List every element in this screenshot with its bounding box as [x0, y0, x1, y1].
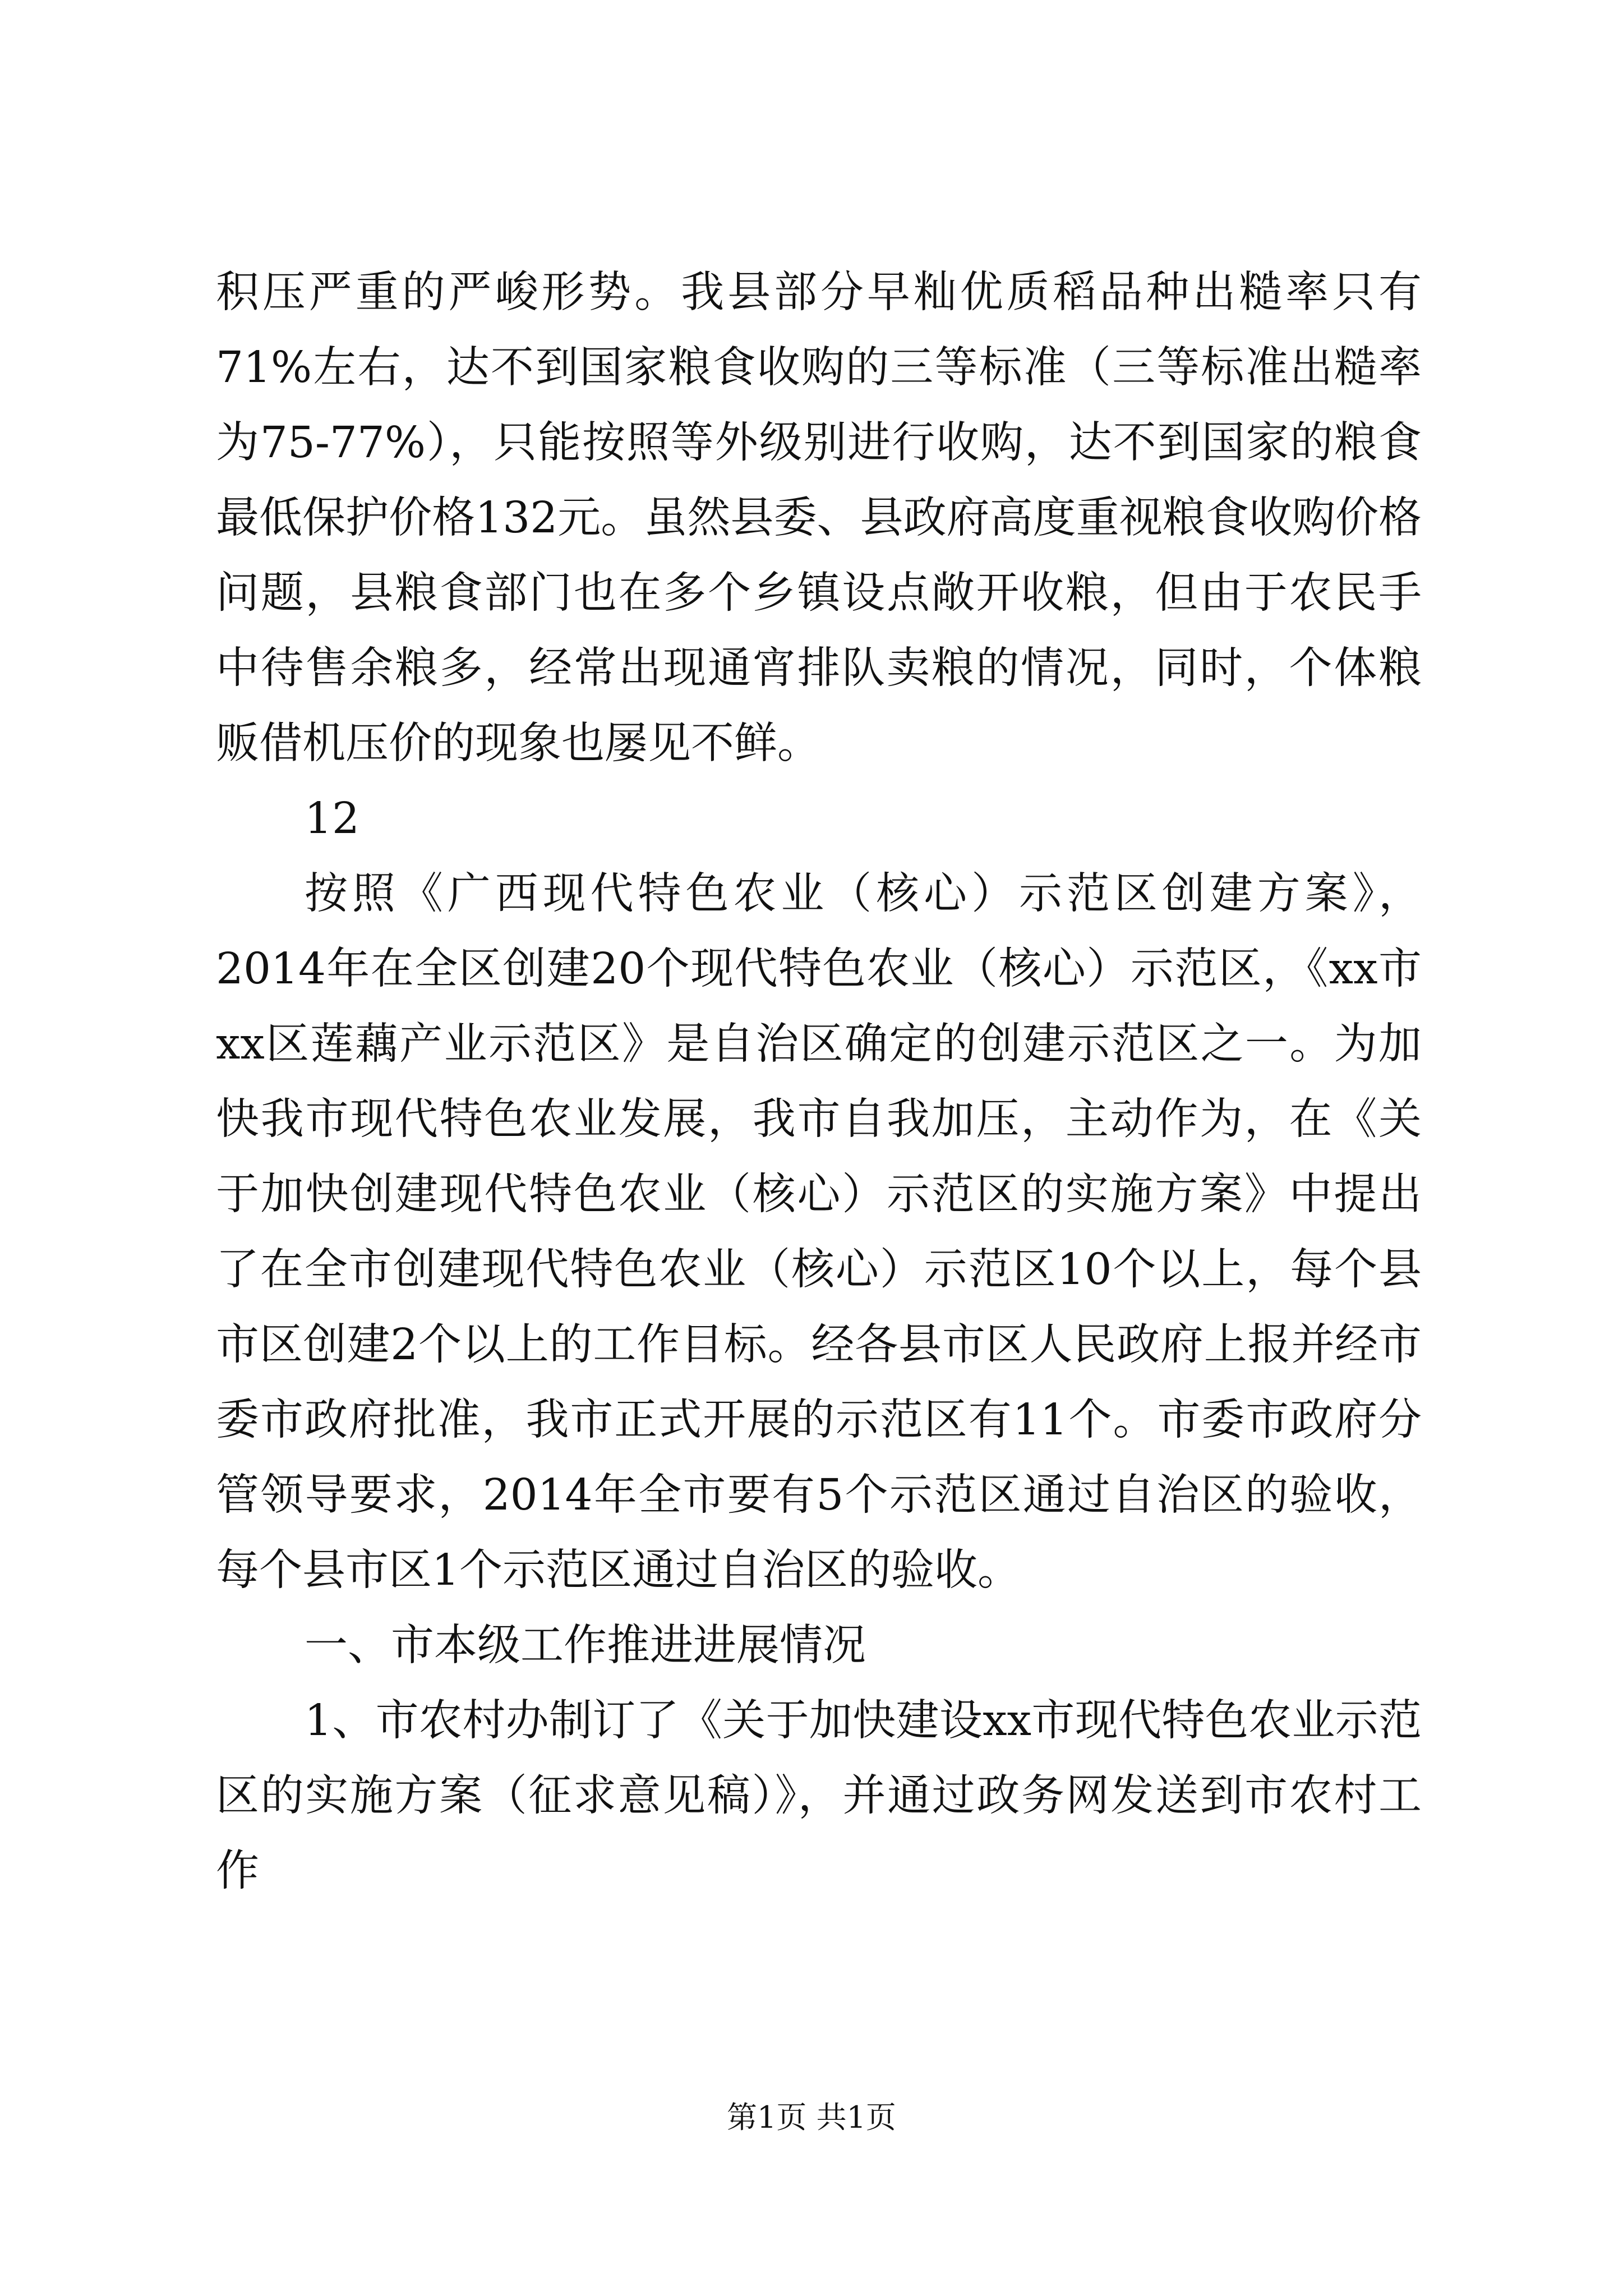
paragraph-3: 按照《广西现代特色农业（核心）示范区创建方案》，2014年在全区创建20个现代特色农业（核心）示范区，《xx市xx区莲藕产业示范区》是自治区确定的创建示范区之一。为加快我市现代特色农业发展，我市自我加压，主动作为，在《关于加快创建现代特色农业（核心）示范区的实施方案》中提出了在全市创建现代特色农业（核心）示范区10个以上，每个县市区创建2个以上的工作目标。经各县市区人民政府上报并经市委市政府批准，我市正式开展的示范区有11个。市委市政府分管领导要求，2014年全市要有5个示范区通过自治区的验收，每个县市区1个示范区通过自治区的验收。 — [216, 869, 1422, 1595]
section-heading: 一、市本级工作推进进展情况 — [305, 1621, 866, 1671]
page-footer: 第1页 共1页 — [727, 2100, 896, 2135]
document-body — [216, 255, 1422, 1909]
paragraph-5: 1、市农村办制订了《关于加快建设xx市现代特色农业示范区的实施方案（征求意见稿）》，并通过政务网发送到市农村工作 — [216, 1696, 1422, 1896]
paragraph-2: 12 — [305, 794, 359, 844]
paragraph-1: 积压严重的严峻形势。我县部分早籼优质稻品种出糙率只有71%左右，达不到国家粮食收购的三等标准（三等标准出糙率为75-77%），只能按照等外级别进行收购，达不到国家的粮食最低保护价格132元。虽然县委、县政府高度重视粮食收购价格问题，县粮食部门也在多个乡镇设点敞开收粮，但由于农民手中待售余粮多，经常出现通宵排队卖粮的情况，同时，个体粮贩借机压价的现象也屡见不鲜。 — [216, 268, 1422, 769]
